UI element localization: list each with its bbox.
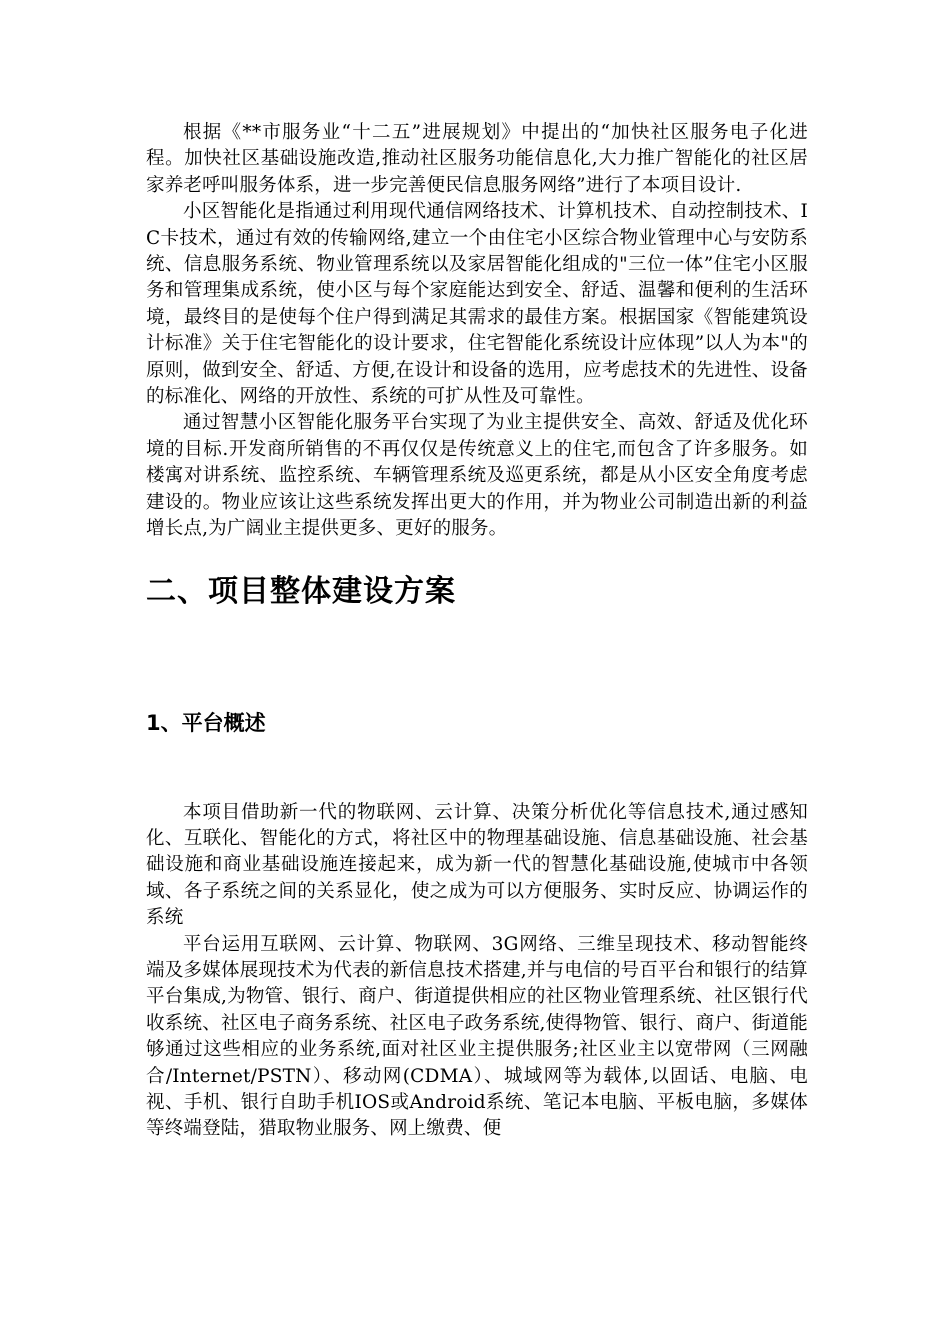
paragraph-body-2: 平台运用互联网、云计算、物联网、3G网络、三维呈现技术、移动智能终端及多媒体展现技术为代表的新信息技术搭建,并与电信的号百平台和银行的结算平台集成,为物管、银行、商户、街道提供相应的社区物业管理系统、社区银行代收系统、社区电子商务系统、社区电子政务系统,使得物管、银行、商户、街道能够通过这些相应的业务系统,面对社区业主提供服务;社区业主以宽带网（三网融合/Internet/PSTN）、移动网(CDMA）、城域网等为载体,以固话、电脑、电视、手机、银行自助手机IOS或Android系统、笔记本电脑、平板电脑，多媒体等终端登陆，猎取物业服务、网上缴费、便 [146,933,808,1140]
paragraph-body-1: 本项目借助新一代的物联网、云计算、决策分析优化等信息技术,通过感知化、互联化、智能化的方式，将社区中的物理基础设施、信息基础设施、社会基础设施和商业基础设施连接起来，成为新一代的智慧化基础设施,使城市中各领域、各子系统之间的关系显化，使之成为可以方便服务、实时反应、协调运作的系统 [146,801,808,929]
document-page [146,120,808,1143]
section-heading: 二、项目整体建设方案 [146,573,456,609]
subsection-heading: 1、平台概述 [146,710,266,735]
paragraph-intro-3: 通过智慧小区智能化服务平台实现了为业主提供安全、高效、舒适及优化环境的目标.开发商所销售的不再仅仅是传统意义上的住宅,而包含了许多服务。如楼寓对讲系统、监控系统、车辆管理系统及巡更系统，都是从小区安全角度考虑建设的。物业应该让这些系统发挥出更大的作用，并为物业公司制造出新的利益增长点,为广阔业主提供更多、更好的服务。 [146,412,808,540]
paragraph-intro-2: 小区智能化是指通过利用现代通信网络技术、计算机技术、自动控制技术、IC卡技术，通过有效的传输网络,建立一个由住宅小区综合物业管理中心与安防系统、信息服务系统、物业管理系统以及家居智能化组成的"三位一体”住宅小区服务和管理集成系统，使小区与每个家庭能达到安全、舒适、温馨和便利的生活环境，最终目的是使每个住户得到满足其需求的最佳方案。根据国家《智能建筑设计标准》关于住宅智能化的设计要求，住宅智能化系统设计应体现”以人为本"的原则，做到安全、舒适、方便,在设计和设备的选用，应考虑技术的先进性、设备的标准化、网络的开放性、系统的可扩从性及可靠性。 [146,201,808,408]
paragraph-intro-1: 根据《**市服务业“十二五”进展规划》中提出的“加快社区服务电子化进程。加快社区基础设施改造,推动社区服务功能信息化,大力推广智能化的社区居家养老呼叫服务体系，进一步完善便民信息服务网络”进行了本项目设计. [146,122,808,196]
